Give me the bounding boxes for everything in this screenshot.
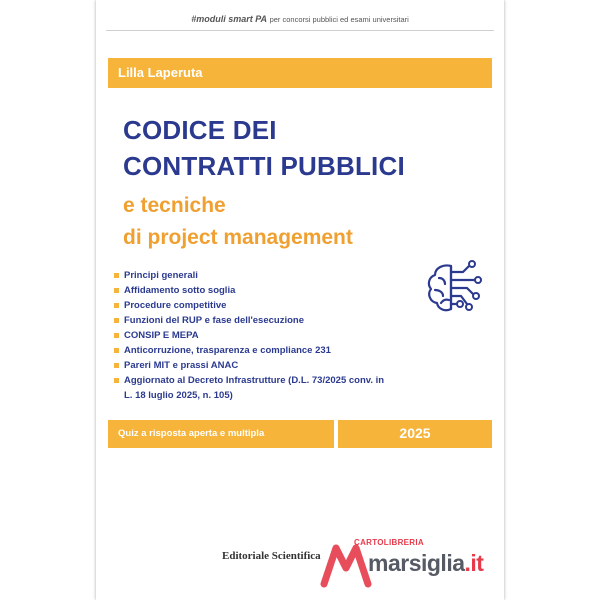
series-header xyxy=(96,14,504,24)
book-title xyxy=(123,112,405,184)
topic-item xyxy=(114,373,404,403)
watermark-tld: .it xyxy=(464,550,484,576)
store-watermark xyxy=(318,538,508,588)
series-tagline: per concorsi pubblici ed esami universitari xyxy=(269,15,409,24)
topic-item: Pareri MIT e prassi ANAC xyxy=(114,358,404,373)
topic-item: Affidamento sotto soglia xyxy=(114,283,404,298)
publisher-name: Editoriale Scientifica xyxy=(222,550,321,562)
brain-circuit-icon xyxy=(421,258,493,316)
topic-item: Funzioni del RUP e fase dell'esecuzione xyxy=(114,313,404,328)
watermark-tagline: CARTOLIBRERIA xyxy=(354,538,424,547)
title-line-1: CODICE DEI xyxy=(123,115,277,145)
subtitle-line-2: di project management xyxy=(123,226,353,249)
title-line-2: CONTRATTI PUBBLICI xyxy=(123,151,405,181)
year-banner xyxy=(338,420,492,448)
edition-year: 2025 xyxy=(399,425,431,441)
author-bar xyxy=(108,58,492,88)
book-cover xyxy=(96,0,504,600)
book-subtitle xyxy=(123,190,353,254)
author-name: Lilla Laperuta xyxy=(118,65,203,80)
watermark-brand-name: marsiglia xyxy=(368,550,465,576)
topics-list xyxy=(114,268,404,403)
topic-item: CONSIP E MEPA xyxy=(114,328,404,343)
topic-item-line-1: Aggiornato al Decreto Infrastrutture (D.L. 73/2025 conv. in xyxy=(124,375,385,386)
watermark-brand xyxy=(368,550,483,577)
topic-item: Anticorruzione, trasparenza e compliance 231 xyxy=(114,343,404,358)
topic-item: Principi generali xyxy=(114,268,404,283)
subtitle-line-1: e tecniche xyxy=(123,194,226,217)
series-divider xyxy=(106,30,494,31)
topic-item: Procedure competitive xyxy=(114,298,404,313)
topic-item-line-2: L. 18 luglio 2025, n. 105) xyxy=(124,390,233,401)
bottom-bar xyxy=(108,420,492,448)
quiz-banner xyxy=(108,420,334,448)
quiz-label: Quiz a risposta aperta e multipla xyxy=(118,428,265,439)
series-name: #moduli smart PA xyxy=(191,14,268,24)
